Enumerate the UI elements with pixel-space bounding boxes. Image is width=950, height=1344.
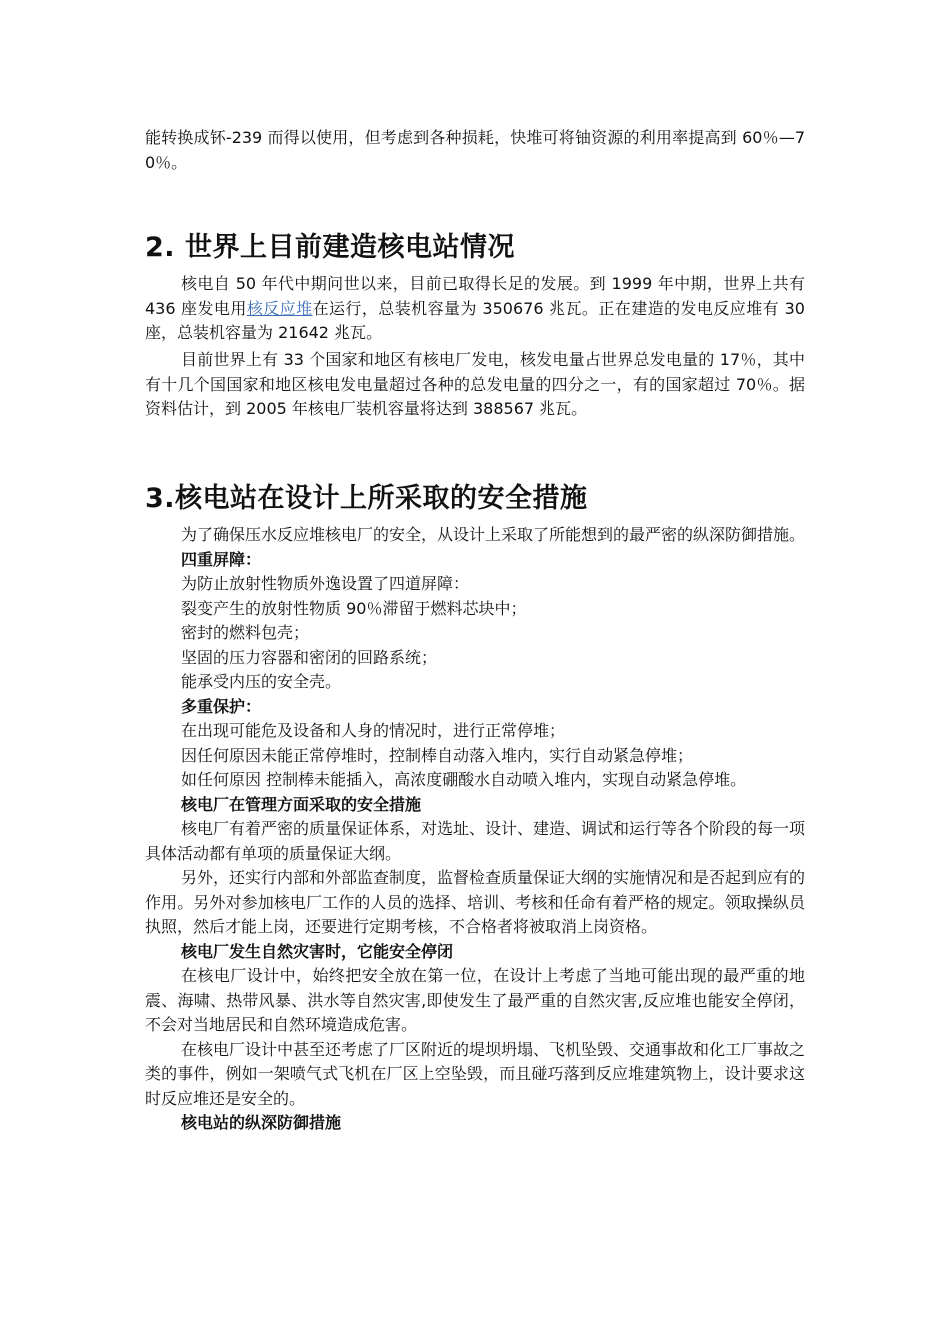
section-3-body — [145, 523, 805, 1136]
protection-title: 多重保护： — [181, 696, 262, 716]
management-paragraph-2: 另外，还实行内部和外部监查制度，监督检查质量保证大纲的实施情况和是否起到应有的作用。另外对参加核电厂工作的人员的选择、培训、考核和任命有着严格的规定。领取操纵员执照，然后才能上岗，还要进行定期考核，不合格者将被取消上岗资格。 — [145, 868, 806, 936]
disaster-title: 核电厂发生自然灾害时，它能安全停闭 — [181, 941, 454, 961]
barrier-item: 坚固的压力容器和密闭的回路系统； — [181, 647, 438, 667]
disaster-paragraph-1: 在核电厂设计中，始终把安全放在第一位，在设计上考虑了当地可能出现的最严重的地震、海啸、热带风暴、洪水等自然灾害,即使发生了最严重的自然灾害,反应堆也能安全停闭，不会对当地居民和自然环境造成危害。 — [145, 966, 805, 1034]
management-title: 核电厂在管理方面采取的安全措施 — [181, 794, 422, 814]
intro-paragraph: 能转换成钚-239 而得以使用，但考虑到各种损耗，快堆可将铀资源的利用率提高到 60％—70％。 — [145, 128, 805, 172]
section-2-heading: 2. 世界上目前建造核电站情况 — [145, 232, 515, 263]
protection-item: 因任何原因未能正常停堆时，控制棒自动落入堆内，实行自动紧急停堆； — [181, 745, 694, 765]
management-paragraph-1: 核电厂有着严密的质量保证体系，对选址、设计、建造、调试和运行等各个阶段的每一项具体活动都有单项的质量保证大纲。 — [145, 819, 806, 863]
barrier-intro: 为防止放射性物质外逸设置了四道屏障： — [181, 574, 470, 593]
section-3-intro: 为了确保压水反应堆核电厂的安全，从设计上采取了所能想到的最严密的纵深防御措施。 — [181, 525, 806, 544]
barrier-item: 密封的燃料包壳； — [181, 623, 310, 642]
defense-title: 核电站的纵深防御措施 — [181, 1113, 342, 1132]
section-2-text-a: 核电自 50 年代中期问世以来，目前已取得长足的发展。到 1999 年中期，世界上共有 436 座发电用 — [145, 274, 805, 318]
protection-item: 在出现可能危及设备和人身的情况时，进行正常停堆； — [181, 721, 566, 740]
disaster-paragraph-2: 在核电厂设计中甚至还考虑了厂区附近的堤坝坍塌、飞机坠毁、交通事故和化工厂事故之类的事件，例如一架喷气式飞机在厂区上空坠毁，而且碰巧落到反应堆建筑物上，设计要求这时反应堆还是安全的。 — [145, 1039, 806, 1108]
section-2-text-b: 在运行，总装机容量为 350676 兆瓦。正在建造的发电反应堆有 30 座，总装机容量为 21642 兆瓦。 — [145, 298, 805, 342]
barrier-item: 裂变产生的放射性物质 90％滞留于燃料芯块中； — [181, 598, 527, 618]
section-2-paragraph-1 — [145, 272, 805, 346]
protection-item: 如任何原因 控制棒未能插入，高浓度硼酸水自动喷入堆内，实现自动紧急停堆。 — [181, 770, 747, 789]
barrier-item: 能承受内压的安全壳。 — [181, 672, 342, 691]
section-2-paragraph-2: 目前世界上有 33 个国家和地区有核电厂发电，核发电量占世界总发电量的 17％，其中有十几个国国家和地区核电发电量超过各种的总发电量的四分之一，有的国家超过 70％。据资料估计，到 2005 年核电厂装机容量将达到 388567 兆瓦。 — [145, 350, 805, 418]
nuclear-reactor-link[interactable]: 核反应堆 — [246, 298, 313, 318]
section-3-heading: 3.核电站在设计上所采取的安全措施 — [145, 483, 588, 514]
barrier-title: 四重屏障： — [181, 549, 262, 569]
